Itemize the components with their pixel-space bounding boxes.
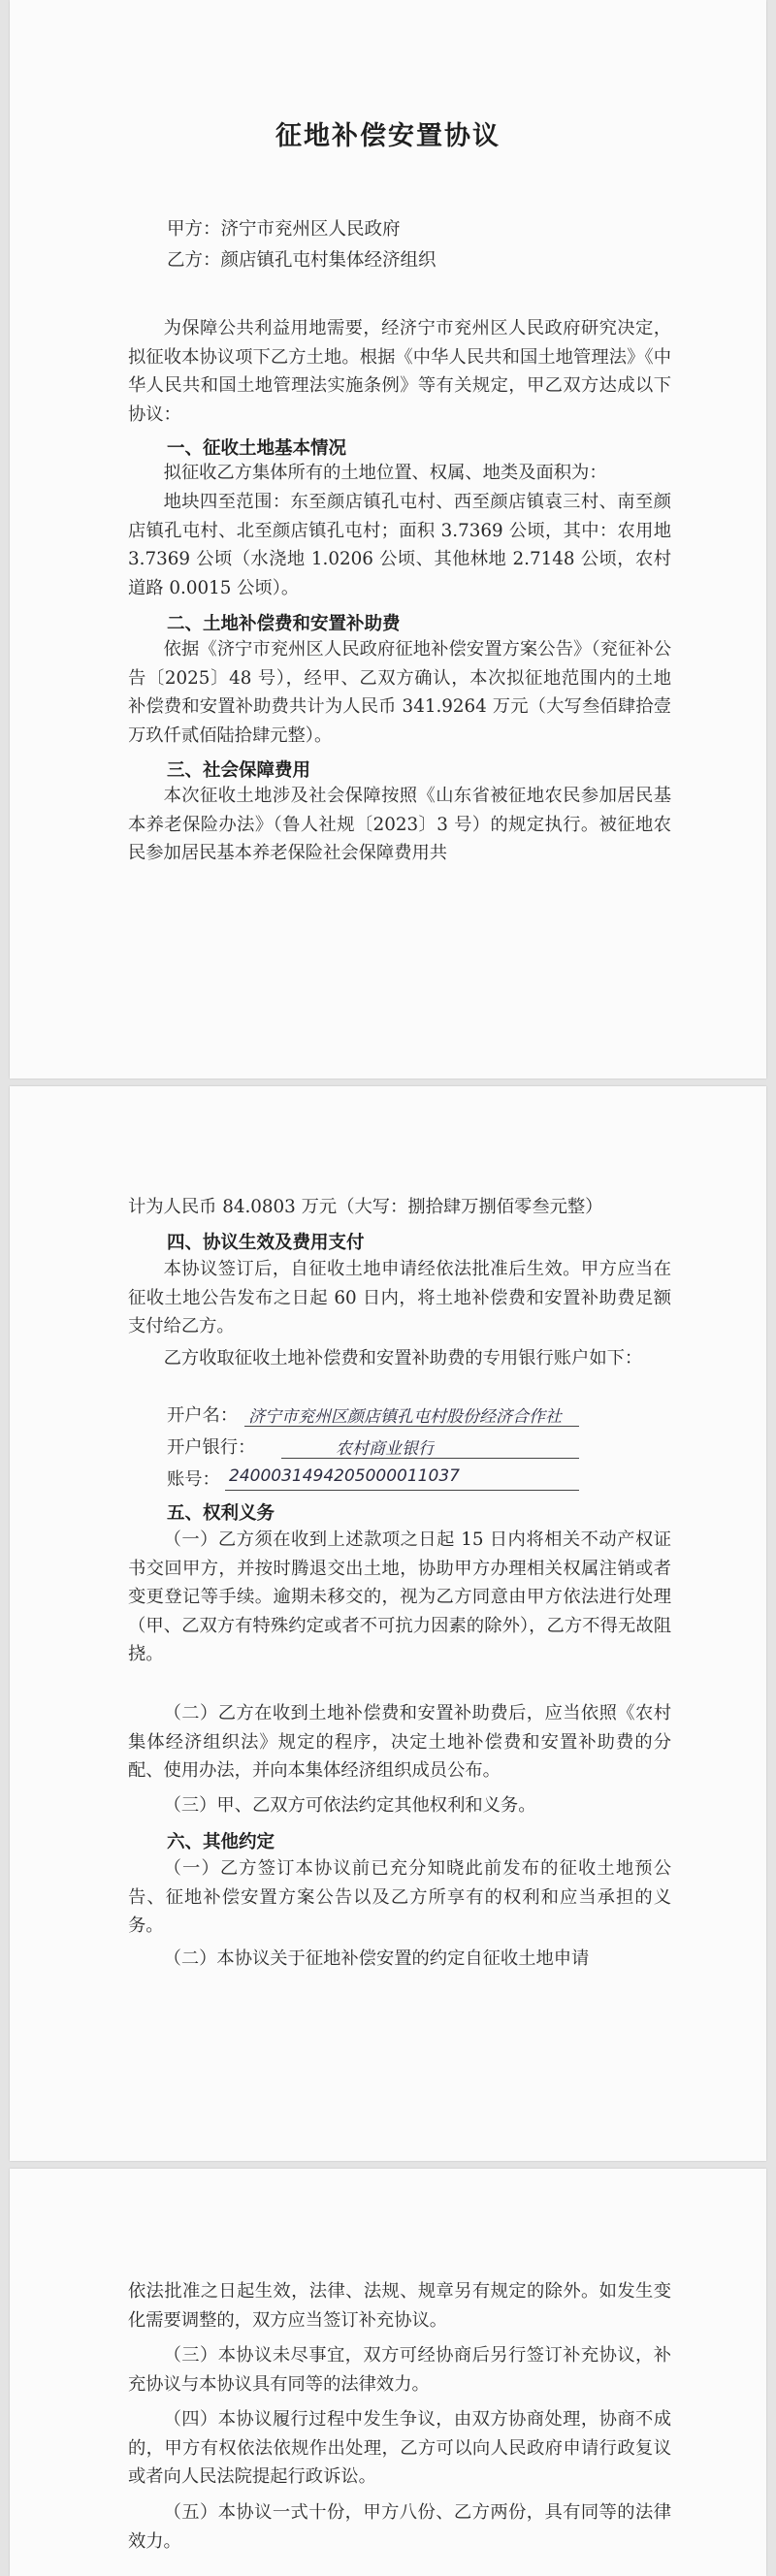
section-5-heading: 五、权利义务	[167, 1503, 275, 1524]
section-6-continuation: 依法批准之日起生效，法律、法规、规章另有规定的除外。如发生变化需要调整的，双方应当签订补充协议。	[128, 2281, 671, 2331]
section-5-paragraph-3: （三）甲、乙双方可依法约定其他权利和义务。	[163, 1795, 536, 1816]
party-a: 甲方：济宁市兖州区人民政府	[167, 219, 401, 240]
section-2-heading: 二、土地补偿费和安置补助费	[167, 614, 401, 634]
document-page-1	[10, 0, 766, 1079]
section-1-heading: 一、征收土地基本情况	[167, 438, 347, 459]
section-3-paragraph-1: 本次征收土地涉及社会保障按照《山东省被征地农民参加居民基本养老保险办法》（鲁人社规〔2023〕3 号）的规定执行。被征地农民参加居民基本养老保险社会保障费用共	[128, 786, 671, 863]
section-6-paragraph-5: （五）本协议一式十份，甲方八份、乙方两份，具有同等的法律效力。	[128, 2502, 671, 2552]
account-name-label: 开户名：	[167, 1405, 239, 1426]
bank-label: 开户银行：	[167, 1437, 256, 1458]
account-number-underline	[225, 1490, 579, 1491]
section-1-paragraph-2: 地块四至范围：东至颜店镇孔屯村、西至颜店镇袁三村、南至颜店镇孔屯村、北至颜店镇孔屯村；面积 3.7369 公顷，其中：农用地 3.7369 公顷（水浇地 1.0206 公顷、其他林地 2.7148 公顷，农村道路 0.0015 公顷）。	[128, 492, 671, 598]
account-number-label: 账号：	[167, 1469, 220, 1490]
document-page-2	[10, 1086, 766, 2161]
intro-paragraph: 为保障公共利益用地需要，经济宁市兖州区人民政府研究决定，拟征收本协议项下乙方土地。根据《中华人民共和国土地管理法》《中华人民共和国土地管理法实施条例》等有关规定，甲乙双方达成以下协议：	[128, 318, 671, 425]
section-6-paragraph-3: （三）本协议未尽事宜，双方可经协商后另行签订补充协议，补充协议与本协议具有同等的法律效力。	[128, 2345, 671, 2395]
section-2-paragraph-1: 依据《济宁市兖州区人民政府征地补偿安置方案公告》（兖征补公告〔2025〕48 号），经甲、乙双方确认，本次拟征地范围内的土地补偿费和安置补助费共计为人民币 341.9264 万元（大写叁佰肆拾壹万玖仟贰佰陆拾肆元整）。	[128, 639, 671, 746]
section-6-paragraph-1: （一）乙方签订本协议前已充分知晓此前发布的征收土地预公告、征地补偿安置方案公告以及乙方所享有的权利和应当承担的义务。	[128, 1858, 671, 1936]
section-4-heading: 四、协议生效及费用支付	[167, 1233, 365, 1253]
section-6-paragraph-2: （二）本协议关于征地补偿安置的约定自征收土地申请	[163, 1948, 590, 1969]
section-5-paragraph-2: （二）乙方在收到土地补偿费和安置补助费后，应当依照《农村集体经济组织法》规定的程序，决定土地补偿费和安置补助费的分配、使用办法，并向本集体经济组织成员公布。	[128, 1703, 671, 1781]
section-4-paragraph-1: 本协议签订后，自征收土地申请经依法批准后生效。甲方应当在征收土地公告发布之日起 60 日内，将土地补偿费和安置补助费足额支付给乙方。	[128, 1259, 671, 1336]
section-5-paragraph-1: （一）乙方须在收到上述款项之日起 15 日内将相关不动产权证书交回甲方，并按时腾退交出土地，协助甲方办理相关权属注销或者变更登记等手续。逾期未移交的，视为乙方同意由甲方依法进行处理（甲、乙双方有特殊约定或者不可抗力因素的除外），乙方不得无故阻挠。	[128, 1530, 671, 1664]
document-title: 征地补偿安置协议	[275, 121, 501, 151]
bank-handwritten: 农村商业银行	[336, 1439, 435, 1459]
section-1-paragraph-1: 拟征收乙方集体所有的土地位置、权属、地类及面积为：	[163, 463, 607, 483]
section-3-heading: 三、社会保障费用	[167, 760, 311, 781]
account-number-handwritten: 2400031494205000011037	[229, 1466, 460, 1486]
account-name-handwritten: 济宁市兖州区颜店镇孔屯村股份经济合作社	[248, 1407, 562, 1427]
section-6-paragraph-4: （四）本协议履行过程中发生争议，由双方协商处理，协商不成的，甲方有权依法依规作出处理，乙方可以向人民政府申请行政复议或者向人民法院提起行政诉讼。	[128, 2409, 671, 2487]
section-3-continuation: 计为人民币 84.0803 万元（大写：捌拾肆万捌佰零叁元整）	[128, 1197, 603, 1217]
section-6-heading: 六、其他约定	[167, 1832, 275, 1852]
document-page-3	[10, 2169, 766, 2576]
section-4-paragraph-2: 乙方收取征收土地补偿费和安置补助费的专用银行账户如下：	[163, 1348, 643, 1368]
party-b: 乙方：颜店镇孔屯村集体经济组织	[167, 250, 436, 271]
